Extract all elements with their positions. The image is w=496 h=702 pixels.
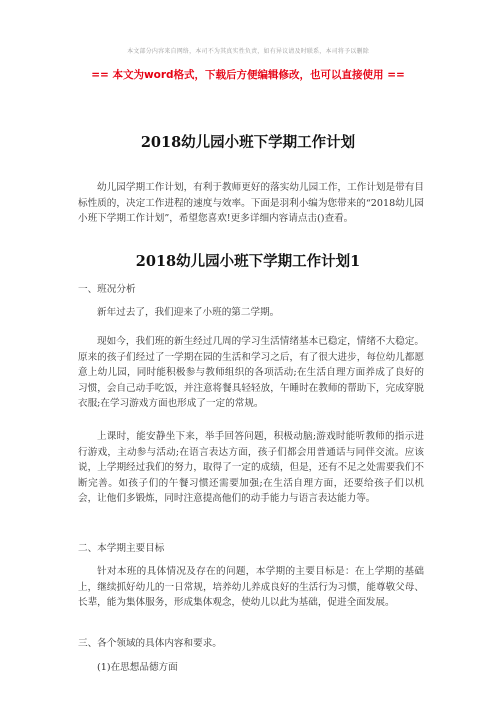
paragraph-1: 新年过去了，我们迎来了小班的第二学期。: [97, 307, 280, 318]
document-title: 2018幼儿园小班下学期工作计划: [140, 134, 356, 151]
heading-main-goals: 二、本学期主要目标: [78, 543, 165, 554]
source-disclaimer: 本文部分内容来自网络，本司不为其真实性负责，如有异议请及时联系，本司将予以删除: [127, 48, 369, 55]
paragraph-2: 现如今，我们班的新生经过几周的学习生活情绪基本已稳定，情绪不大稳定。原来的孩子们经过了一学期在园的生活和学习之后，有了很大进步，每位幼儿都愿意上幼儿园，同时能积极参与教师组织的各项活动;在生活自理方面养成了良好的习惯，会自己动手吃饭，并注意将餐具轻轻放，午睡时在教师的帮助下，完成穿脱衣服;在学习游戏方面也形成了一定的常规。: [78, 336, 424, 410]
heading-domains: 三、各个领域的具体内容和要求。: [78, 638, 222, 649]
paragraph-3: 上课时，能安静坐下来，举手回答问题，积极动脑;游戏时能听教师的指示进行游戏，主动参与活动;在语言表达方面，孩子们都会用普通话与同伴交流。应该说，上学期经过我们的努力，取得了一定的成绩，但是，还有不足之处需要我们不断完善。如孩子们的午餐习惯还需要加强;在生活自理方面，还要给孩子们以机会，让他们多锻炼，同时注意提高他们的动手能力与语言表达能力等。: [78, 431, 424, 505]
format-notice: == 本文为word格式，下载后方便编辑修改，也可以直接使用 ==: [91, 69, 405, 81]
heading-moral-education: (1)在思想品德方面: [97, 662, 178, 673]
paragraph-4: 针对本班的具体情况及存在的问题，本学期的主要目标是：在上学期的基础上，继续抓好幼儿的一日常规，培养幼儿养成良好的生活行为习惯，能尊敬父母、长辈，能为集体服务，形成集体观念，使幼儿以此为基础，促进全面发展。: [78, 566, 424, 609]
section-title: 2018幼儿园小班下学期工作计划1: [135, 253, 361, 270]
heading-class-analysis: 一、班况分析: [78, 284, 136, 295]
intro-paragraph: 幼儿园学期工作计划，有利于教师更好的落实幼儿园工作，工作计划是带有目标性质的，决定工作进程的速度与效率。下面是羽利小编为您带来的“2018幼儿园小班下学期工作计划”，希望您喜欢!更多详细内容请点击()查看。: [78, 182, 424, 225]
